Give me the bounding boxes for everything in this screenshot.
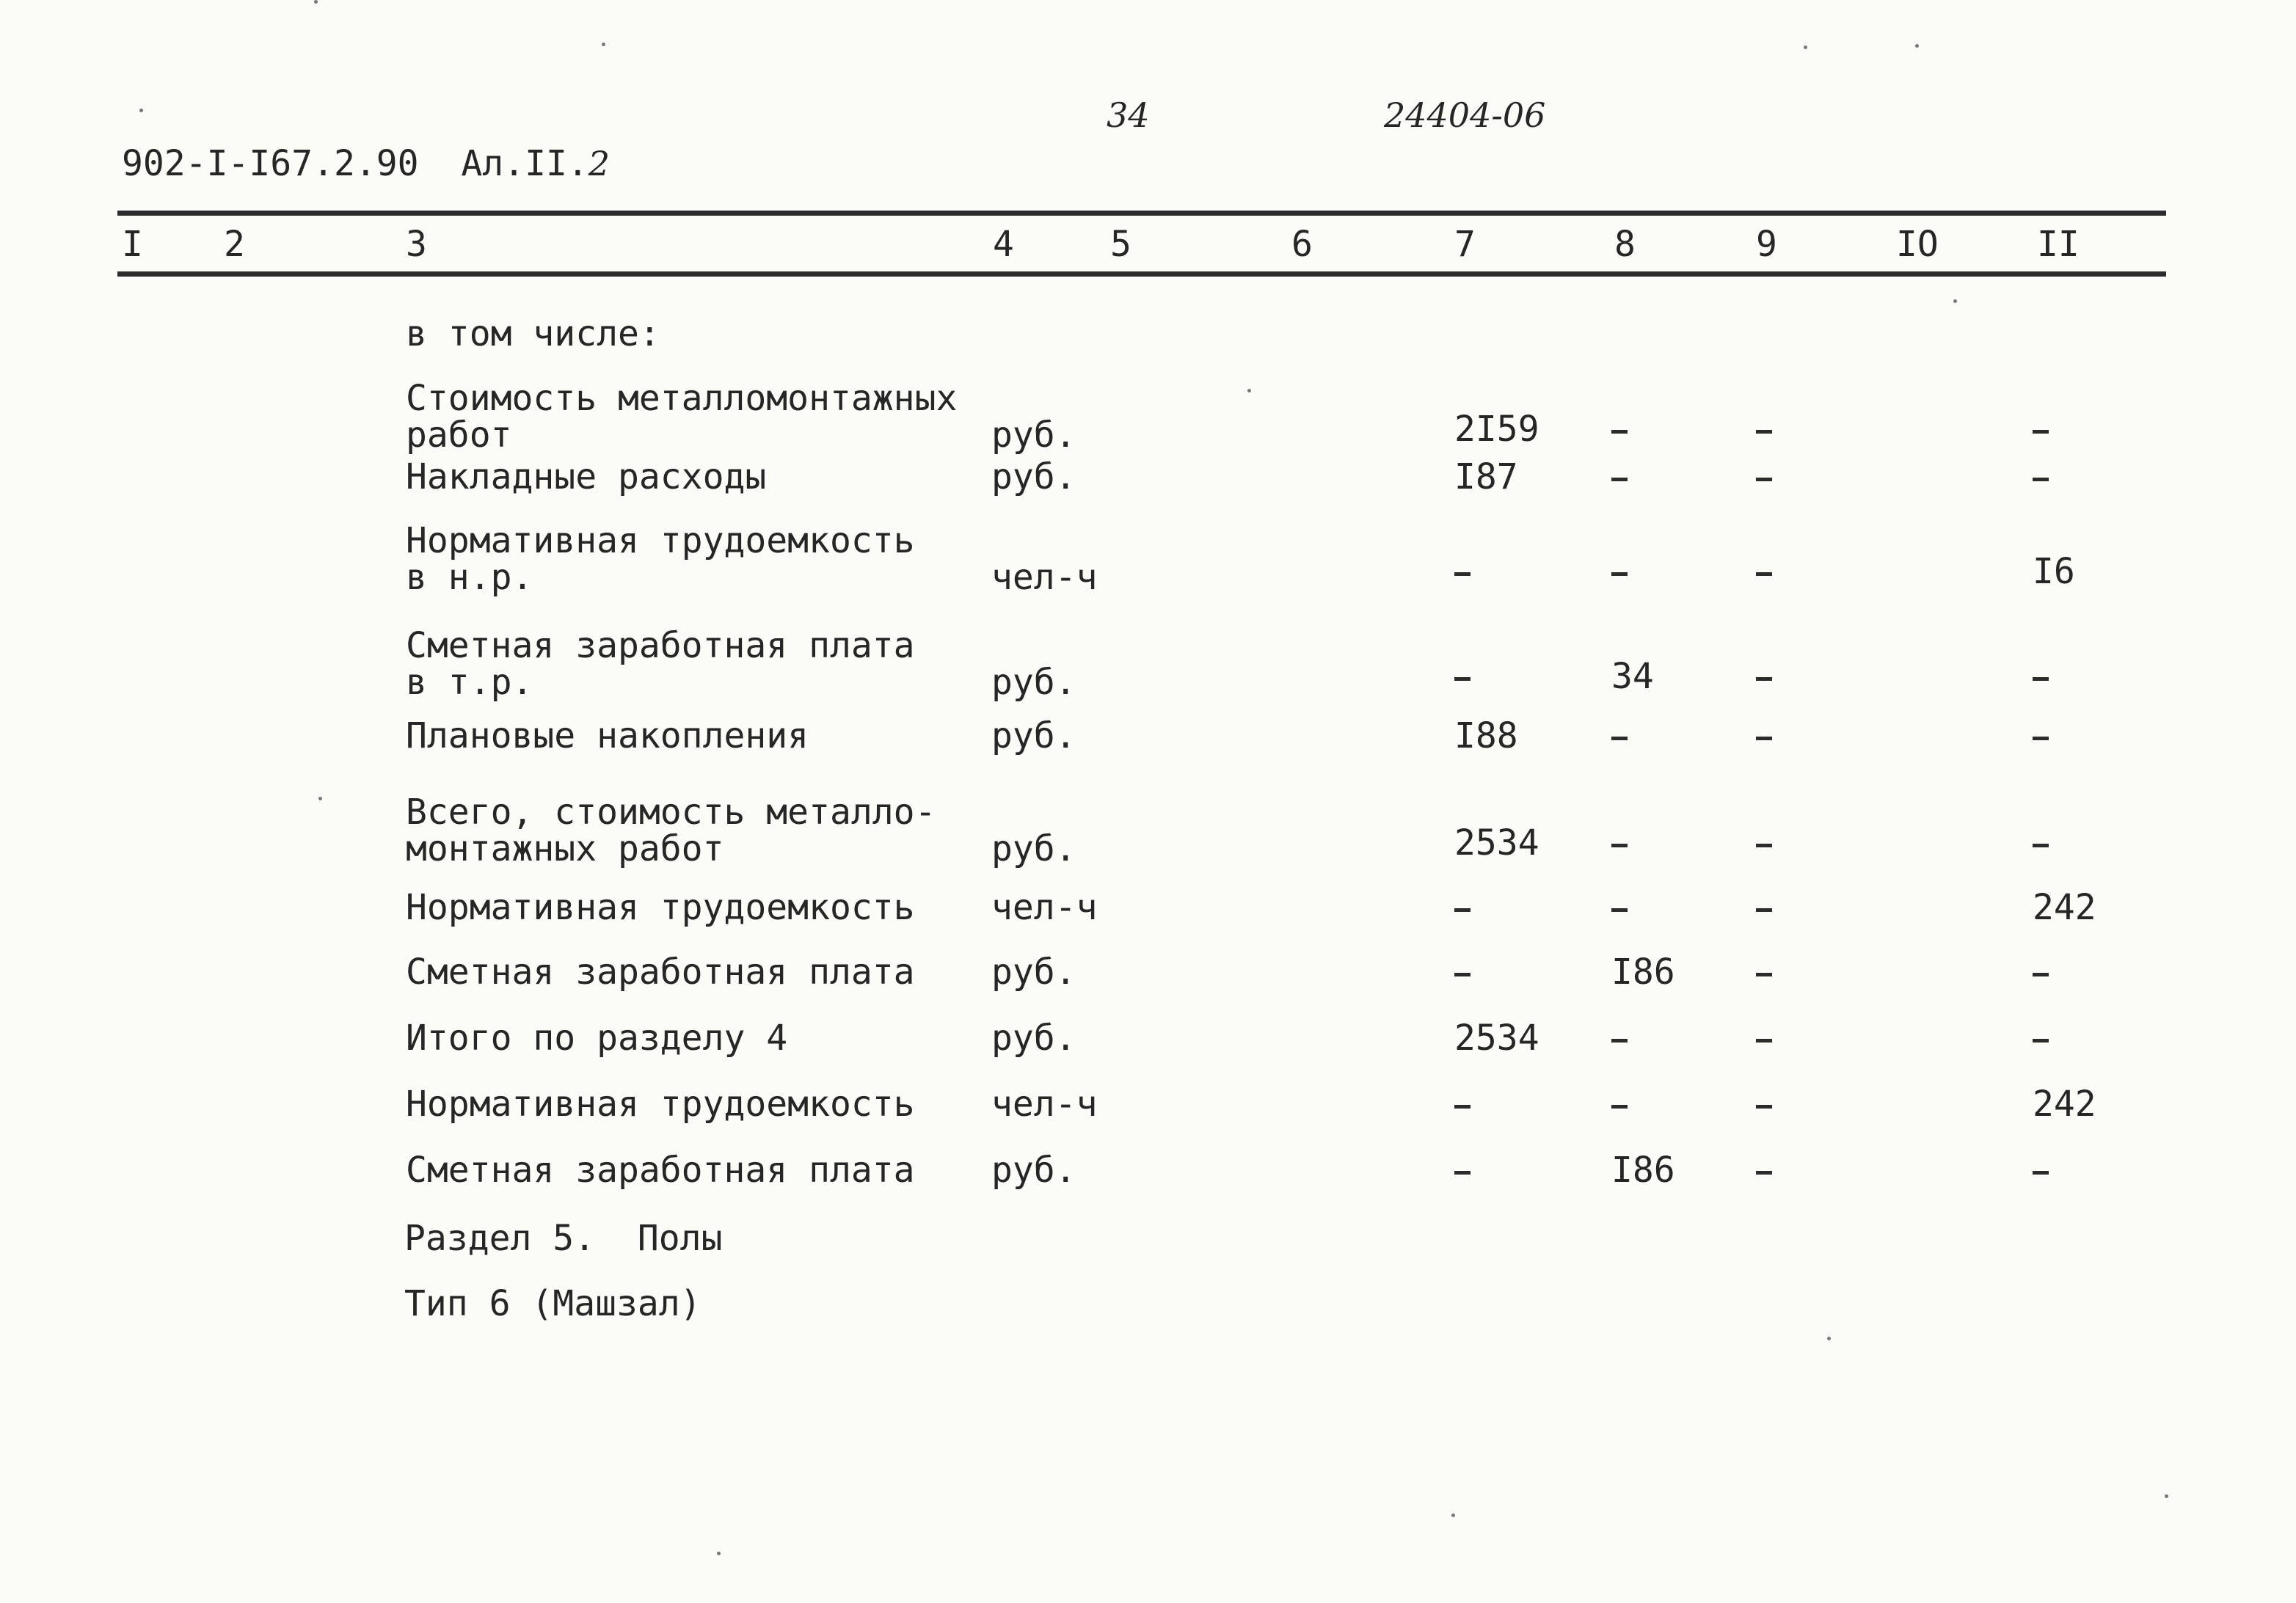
- row-7-col9: [1756, 889, 1772, 926]
- row-5-unit: руб.: [991, 715, 1076, 756]
- row-3-name-line-2: в н.р.: [406, 557, 533, 598]
- row-9-col9: [1756, 1020, 1772, 1056]
- row-1-col7: 2I59: [1454, 409, 1539, 450]
- row-1-col11: [2033, 411, 2049, 448]
- column-header-4: 4: [993, 224, 1014, 265]
- dash-mark: [1756, 844, 1772, 847]
- dash-mark: [1756, 572, 1772, 576]
- row-2-col8: [1611, 459, 1628, 495]
- row-4-col8: 34: [1611, 656, 1654, 697]
- row-11-col7: [1454, 1152, 1470, 1188]
- row-11-unit: руб.: [991, 1150, 1076, 1191]
- dash-mark: [1611, 908, 1628, 912]
- row-10-unit: чел-ч: [991, 1084, 1098, 1125]
- column-header-1: I: [122, 224, 143, 265]
- dash-mark: [1756, 1105, 1772, 1109]
- dash-mark: [1611, 1105, 1628, 1109]
- row-1-name-line-1: Стоимость металломонтажных: [406, 378, 958, 419]
- dash-mark: [2033, 844, 2049, 847]
- dash-mark: [1756, 1171, 1772, 1175]
- row-4-name-line-2: в т.р.: [406, 662, 533, 703]
- row-6-col8: [1611, 825, 1628, 861]
- dash-mark: [2033, 973, 2049, 976]
- row-4-unit: руб.: [991, 662, 1076, 703]
- column-header-11: II: [2037, 224, 2080, 265]
- dash-mark: [1611, 737, 1628, 740]
- row-11-col11: [2033, 1152, 2049, 1188]
- row-4-name-line-1: Сметная заработная плата: [406, 625, 915, 666]
- column-header-10: IO: [1896, 224, 1939, 265]
- row-9-col7: 2534: [1454, 1018, 1539, 1059]
- row-7-col8: [1611, 889, 1628, 926]
- row-7-col11: 242: [2033, 887, 2096, 928]
- row-3-name-line-1: Нормативная трудоемкость: [406, 520, 915, 561]
- dash-mark: [1454, 677, 1470, 681]
- dash-mark: [1756, 908, 1772, 912]
- dash-mark: [1454, 908, 1470, 912]
- dash-mark: [2033, 737, 2049, 740]
- row-5-col7: I88: [1454, 715, 1518, 756]
- row-7-col7: [1454, 889, 1470, 926]
- row-3-col9: [1756, 553, 1772, 590]
- row-9-col11: [2033, 1020, 2049, 1056]
- row-10-col8: [1611, 1086, 1628, 1122]
- row-11-col9: [1756, 1152, 1772, 1188]
- row-6-col11: [2033, 825, 2049, 861]
- dash-mark: [1756, 430, 1772, 434]
- section-subtitle: Тип 6 (Машзал): [404, 1283, 701, 1324]
- row-10-col7: [1454, 1086, 1470, 1122]
- row-8-col11: [2033, 954, 2049, 990]
- dash-mark: [2033, 1171, 2049, 1175]
- dash-mark: [1756, 677, 1772, 681]
- row-8-unit: руб.: [991, 952, 1076, 993]
- dash-mark: [2033, 478, 2049, 481]
- dash-mark: [1454, 1171, 1470, 1175]
- row-8-col8: I86: [1611, 952, 1675, 993]
- row-5-col11: [2033, 717, 2049, 754]
- archive-number: 24404-06: [1384, 95, 1546, 135]
- row-7-name-line-1: Нормативная трудоемкость: [406, 887, 915, 928]
- row-11-col8: I86: [1611, 1150, 1675, 1191]
- row-3-col8: [1611, 553, 1628, 590]
- dash-mark: [1611, 478, 1628, 481]
- table-header-rule: [117, 271, 2166, 277]
- dash-mark: [1454, 973, 1470, 976]
- table-top-rule: [117, 211, 2166, 216]
- dash-mark: [1454, 1105, 1470, 1109]
- dash-mark: [1454, 572, 1470, 576]
- row-8-col7: [1454, 954, 1470, 990]
- row-6-unit: руб.: [991, 828, 1076, 869]
- dash-mark: [1756, 973, 1772, 976]
- column-header-9: 9: [1756, 224, 1777, 265]
- document-code-text: 902-I-I67.2.90 Ал.II.: [122, 143, 588, 184]
- row-5-col9: [1756, 717, 1772, 754]
- column-header-5: 5: [1110, 224, 1131, 265]
- row-11-name-line-1: Сметная заработная плата: [406, 1150, 915, 1191]
- row-2-col7: I87: [1454, 456, 1518, 497]
- document-code-suffix: 2: [588, 144, 611, 183]
- dash-mark: [2033, 1039, 2049, 1043]
- intro-text: в том числе:: [406, 313, 660, 354]
- dash-mark: [1611, 572, 1628, 576]
- row-9-col8: [1611, 1020, 1628, 1056]
- row-2-name-line-1: Накладные расходы: [406, 456, 767, 497]
- row-2-unit: руб.: [991, 456, 1076, 497]
- row-3-unit: чел-ч: [991, 557, 1098, 598]
- row-6-name-line-1: Всего, стоимость металло-: [406, 792, 936, 833]
- row-2-col9: [1756, 459, 1772, 495]
- row-10-col9: [1756, 1086, 1772, 1122]
- row-3-col7: [1454, 553, 1470, 590]
- row-5-name-line-1: Плановые накопления: [406, 715, 809, 756]
- dash-mark: [1611, 430, 1628, 434]
- dash-mark: [2033, 677, 2049, 681]
- row-2-col11: [2033, 459, 2049, 495]
- column-header-2: 2: [224, 224, 245, 265]
- dash-mark: [1611, 844, 1628, 847]
- column-header-8: 8: [1614, 224, 1636, 265]
- dash-mark: [2033, 430, 2049, 434]
- section-title: Раздел 5. Полы: [404, 1218, 723, 1259]
- row-9-name-line-1: Итого по разделу 4: [406, 1018, 788, 1059]
- dash-mark: [1756, 1039, 1772, 1043]
- row-10-col11: 242: [2033, 1084, 2096, 1125]
- column-header-6: 6: [1291, 224, 1313, 265]
- row-4-col7: [1454, 658, 1470, 695]
- row-1-col8: [1611, 411, 1628, 448]
- row-4-col11: [2033, 658, 2049, 695]
- row-6-col7: 2534: [1454, 822, 1539, 863]
- dash-mark: [1611, 1039, 1628, 1043]
- row-6-col9: [1756, 825, 1772, 861]
- row-8-col9: [1756, 954, 1772, 990]
- column-header-7: 7: [1454, 224, 1476, 265]
- row-8-name-line-1: Сметная заработная плата: [406, 952, 915, 993]
- dash-mark: [1756, 478, 1772, 481]
- row-5-col8: [1611, 717, 1628, 754]
- row-6-name-line-2: монтажных работ: [406, 828, 724, 869]
- row-3-col11: I6: [2033, 551, 2075, 592]
- row-9-unit: руб.: [991, 1018, 1076, 1059]
- page-number: 34: [1107, 95, 1150, 135]
- row-1-name-line-2: работ: [406, 415, 512, 456]
- row-1-unit: руб.: [991, 415, 1076, 456]
- dash-mark: [1756, 737, 1772, 740]
- row-7-unit: чел-ч: [991, 887, 1098, 928]
- document-code: [122, 145, 610, 182]
- row-10-name-line-1: Нормативная трудоемкость: [406, 1084, 915, 1125]
- column-header-3: 3: [406, 224, 427, 265]
- row-4-col9: [1756, 658, 1772, 695]
- row-1-col9: [1756, 411, 1772, 448]
